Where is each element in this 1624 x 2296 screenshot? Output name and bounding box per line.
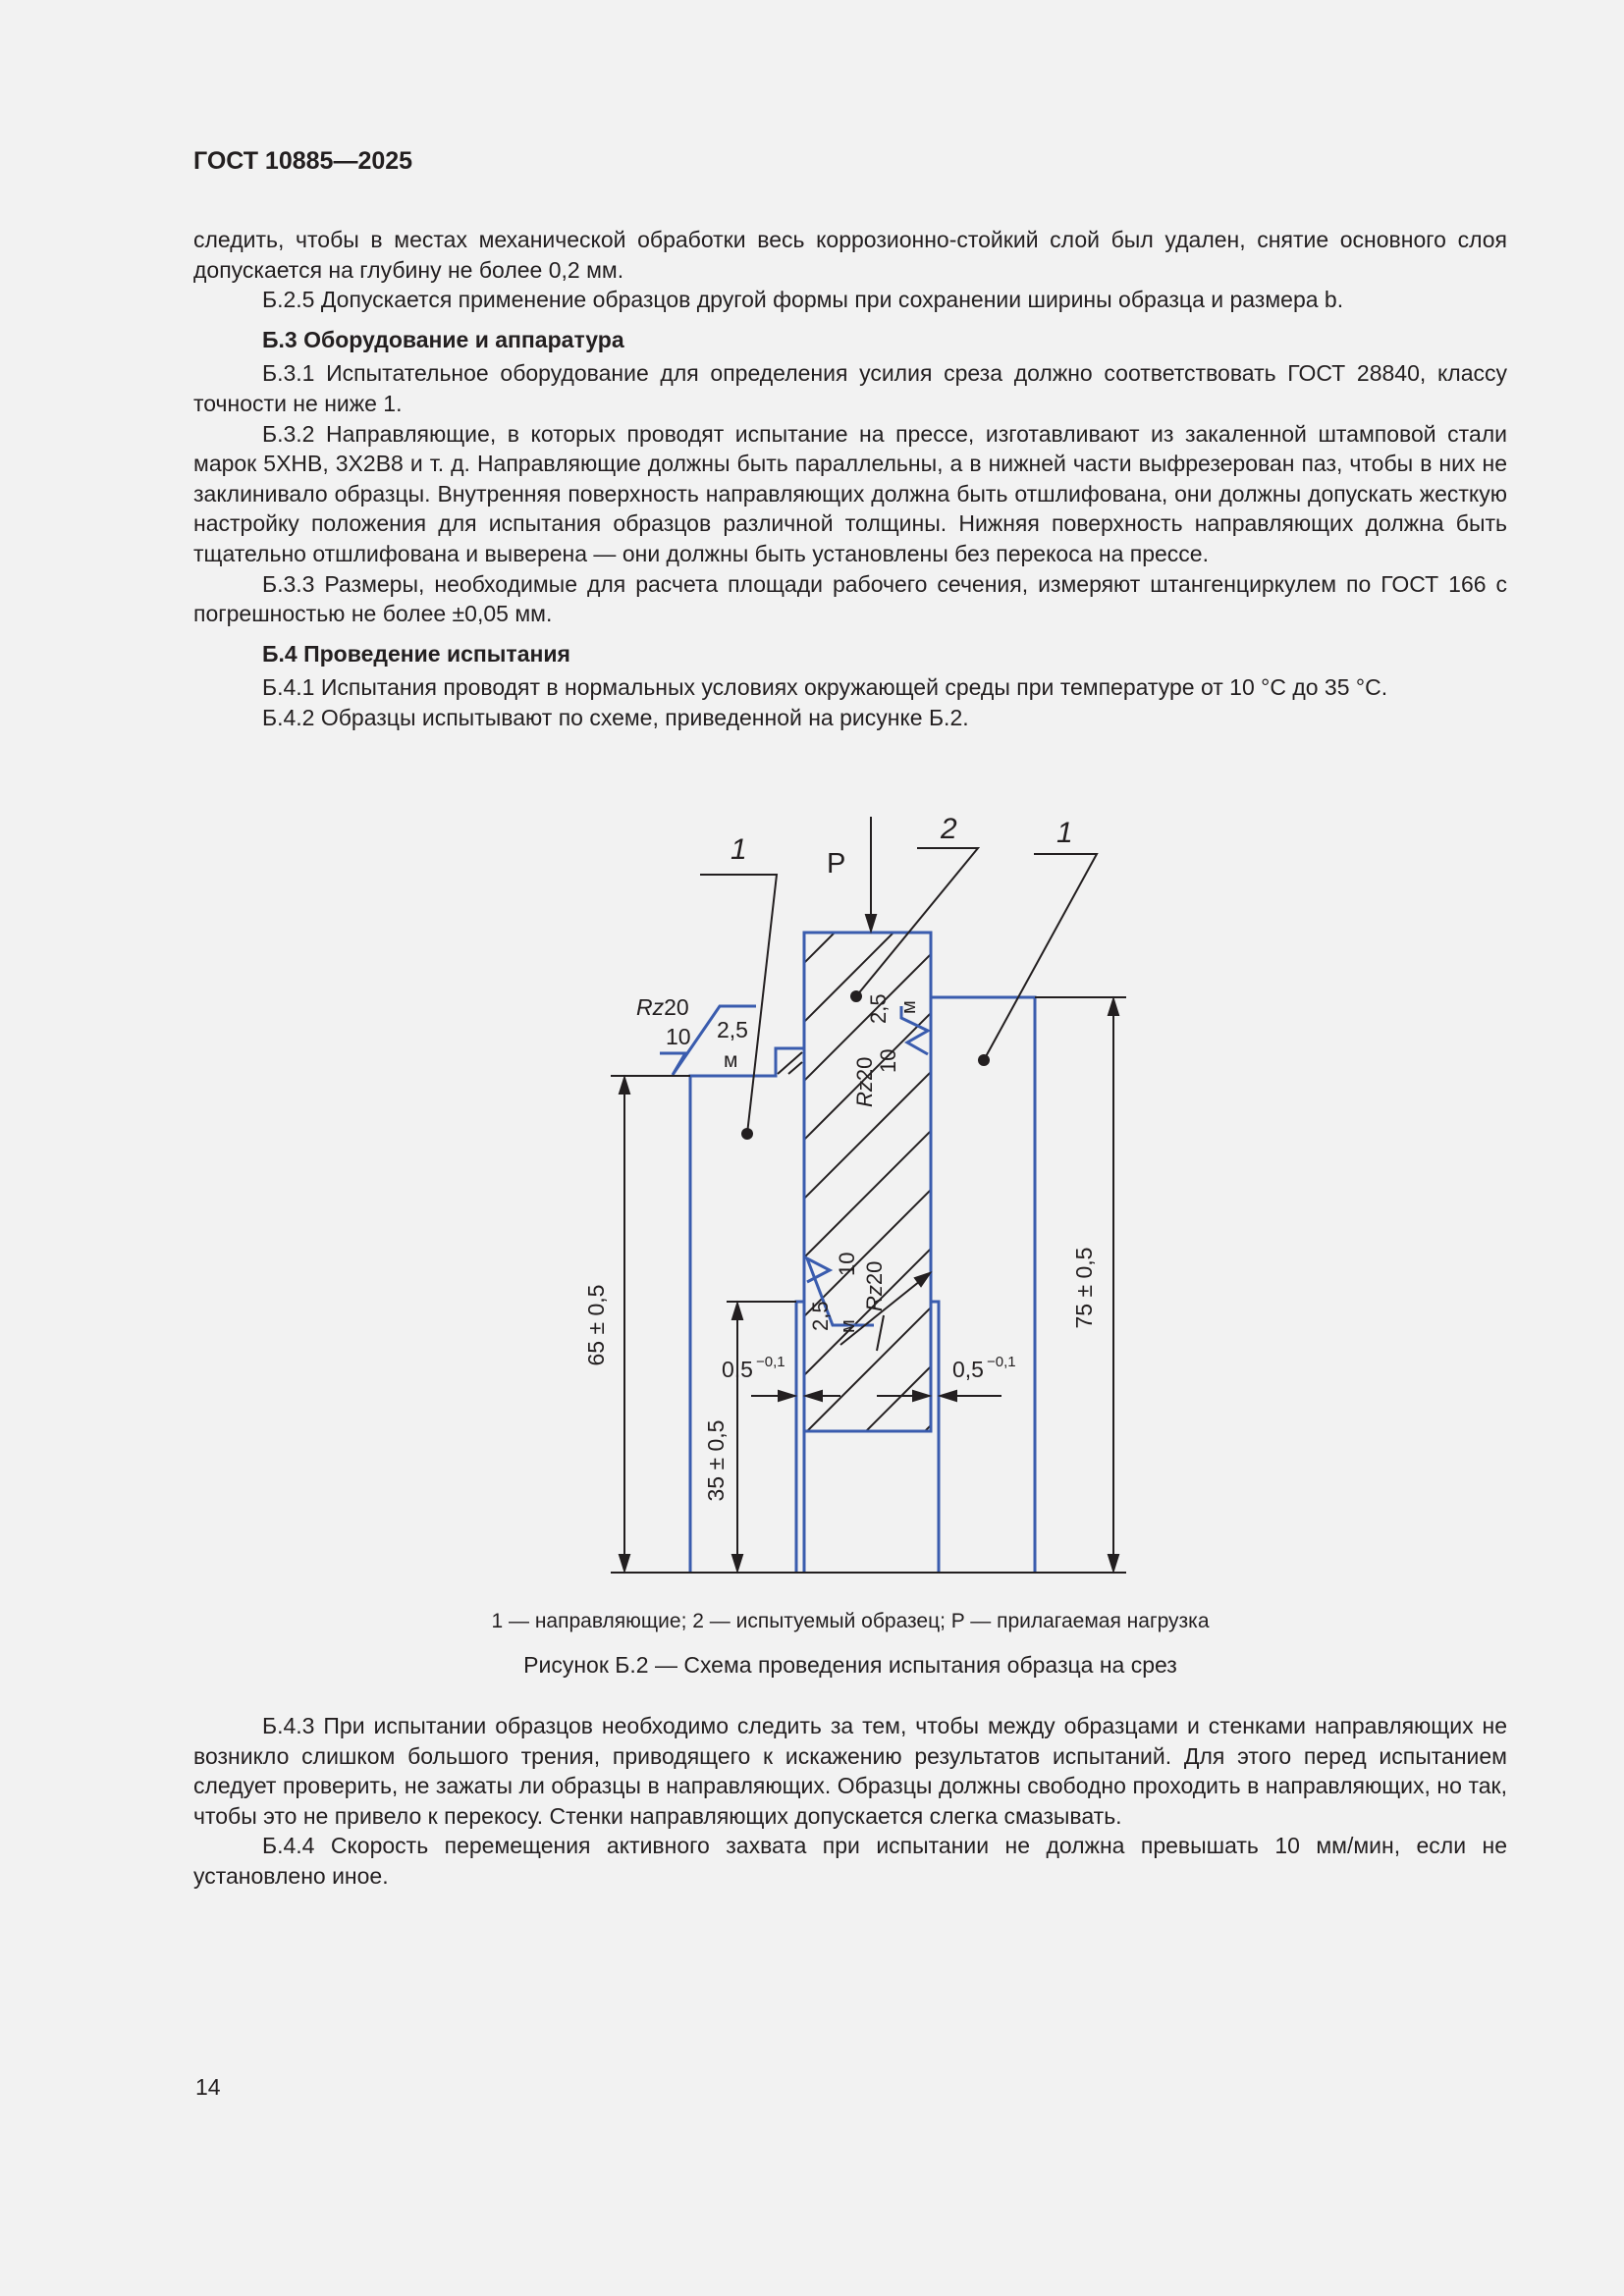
roughness-length-specimen-right: 10: [876, 1048, 900, 1073]
scheme-drawing: [550, 800, 1139, 1585]
figure-legend: 1 — направляющие; 2 — испытуемый образец; P — прилагаемая нагрузка: [491, 1610, 1210, 1632]
figure-shear-test-scheme: [550, 800, 1139, 1585]
paragraph: Б.3.2 Направляющие, в которых проводят испытание на прессе, изготавливают из закаленной штамповой стали марок 5ХНВ, 3Х2В8 и т. д. Направляющие должны быть параллельны, а в нижней части выфрезерован паз, чтобы в них не заклинивало образцы. Внутренняя поверхность направляющих должна быть отшлифована, они должны допускать жесткую настройку положения для испытания образцов различной толщины. Нижняя поверхность направляющих должна быть тщательно отшлифована и выверена — они должны быть установлены без перекоса на прессе.: [193, 420, 1507, 566]
callout-1-left: 1: [731, 833, 747, 866]
roughness-method-top-left: м: [724, 1049, 738, 1072]
callout-1-right: 1: [1056, 817, 1073, 849]
dim-75-label: 75 ± 0,5: [1071, 1247, 1097, 1329]
roughness-length-specimen-lower: 10: [835, 1252, 859, 1276]
gap-left-tolerance: −0,1: [756, 1354, 785, 1370]
paragraph: Б.4.1 Испытания проводят в нормальных условиях окружающей среды при температуре от 10 °С до 35 °С.: [262, 674, 1388, 701]
roughness-method-specimen-lower: м: [838, 1319, 859, 1333]
page-number: 14: [195, 2074, 221, 2100]
section-heading: Б.4 Проведение испытания: [262, 640, 570, 667]
figure-caption: Рисунок Б.2 — Схема проведения испытания образца на срез: [523, 1652, 1177, 1678]
roughness-depth-top-left: 2,5: [717, 1017, 748, 1042]
callout-leader-1-left: [700, 875, 777, 1134]
gap-left-value: 0,5: [722, 1357, 753, 1382]
roughness-method-specimen-right: м: [898, 1000, 920, 1014]
gap-right-value: 0,5: [952, 1357, 984, 1382]
right-guide-outline: [931, 997, 1035, 1573]
paragraph: Б.4.2 Образцы испытывают по схеме, приведенной на рисунке Б.2.: [262, 704, 969, 730]
paragraph: Б.2.5 Допускается применение образцов другой формы при сохранении ширины образца и размера b.: [262, 287, 1344, 313]
body-text-bottom: [193, 1711, 1507, 1892]
rz-top-left: Rz20: [636, 994, 689, 1020]
paragraph: Б.4.3 При испытании образцов необходимо следить за тем, чтобы между образцами и стенками направляющих не возникло слишком большого трения, приводящего к искажению результатов испытаний. Для этого перед испытанием следует проверить, не зажаты ли образцы в направляющих. Образцы должны свободно проходить в направляющих, но так, чтобы это не привело к перекосу. Стенки направляющих допускается слегка смазывать.: [193, 1713, 1507, 1829]
callout-2: 2: [941, 813, 957, 845]
roughness-depth-specimen-right: 2,5: [866, 993, 891, 1024]
paragraph: Б.3.3 Размеры, необходимые для расчета площади рабочего сечения, измеряют штангенциркулем по ГОСТ 166 с погрешностью не более ±0,05 мм.: [193, 570, 1507, 627]
paragraph: Б.3.1 Испытательное оборудование для определения усилия среза должно соответствовать ГОСТ 28840, классу точности не ниже 1.: [193, 360, 1507, 416]
callout-leader-1-right: [984, 854, 1097, 1060]
roughness-depth-specimen-lower: 2,5: [808, 1301, 833, 1331]
load-label: P: [827, 848, 846, 880]
rz-specimen-lower: Rz20: [862, 1260, 887, 1311]
section-heading: Б.3 Оборудование и аппаратура: [262, 326, 624, 352]
rz-specimen-right: Rz20: [852, 1056, 877, 1107]
paragraph: следить, чтобы в местах механической обработки весь коррозионно-стойкий слой был удален, снятие основного слоя допускается на глубину не более 0,2 мм.: [193, 227, 1507, 283]
body-text-top: [193, 225, 1507, 733]
dim-65-label: 65 ± 0,5: [583, 1284, 609, 1366]
roughness-length-top-left: 10: [666, 1024, 691, 1049]
dim-35-label: 35 ± 0,5: [703, 1419, 729, 1502]
paragraph: Б.4.4 Скорость перемещения активного захвата при испытании не должна превышать 10 мм/мин, если не установлено иное.: [193, 1833, 1507, 1889]
page-header: ГОСТ 10885—2025: [193, 147, 413, 175]
gap-right-tolerance: −0,1: [987, 1354, 1016, 1370]
